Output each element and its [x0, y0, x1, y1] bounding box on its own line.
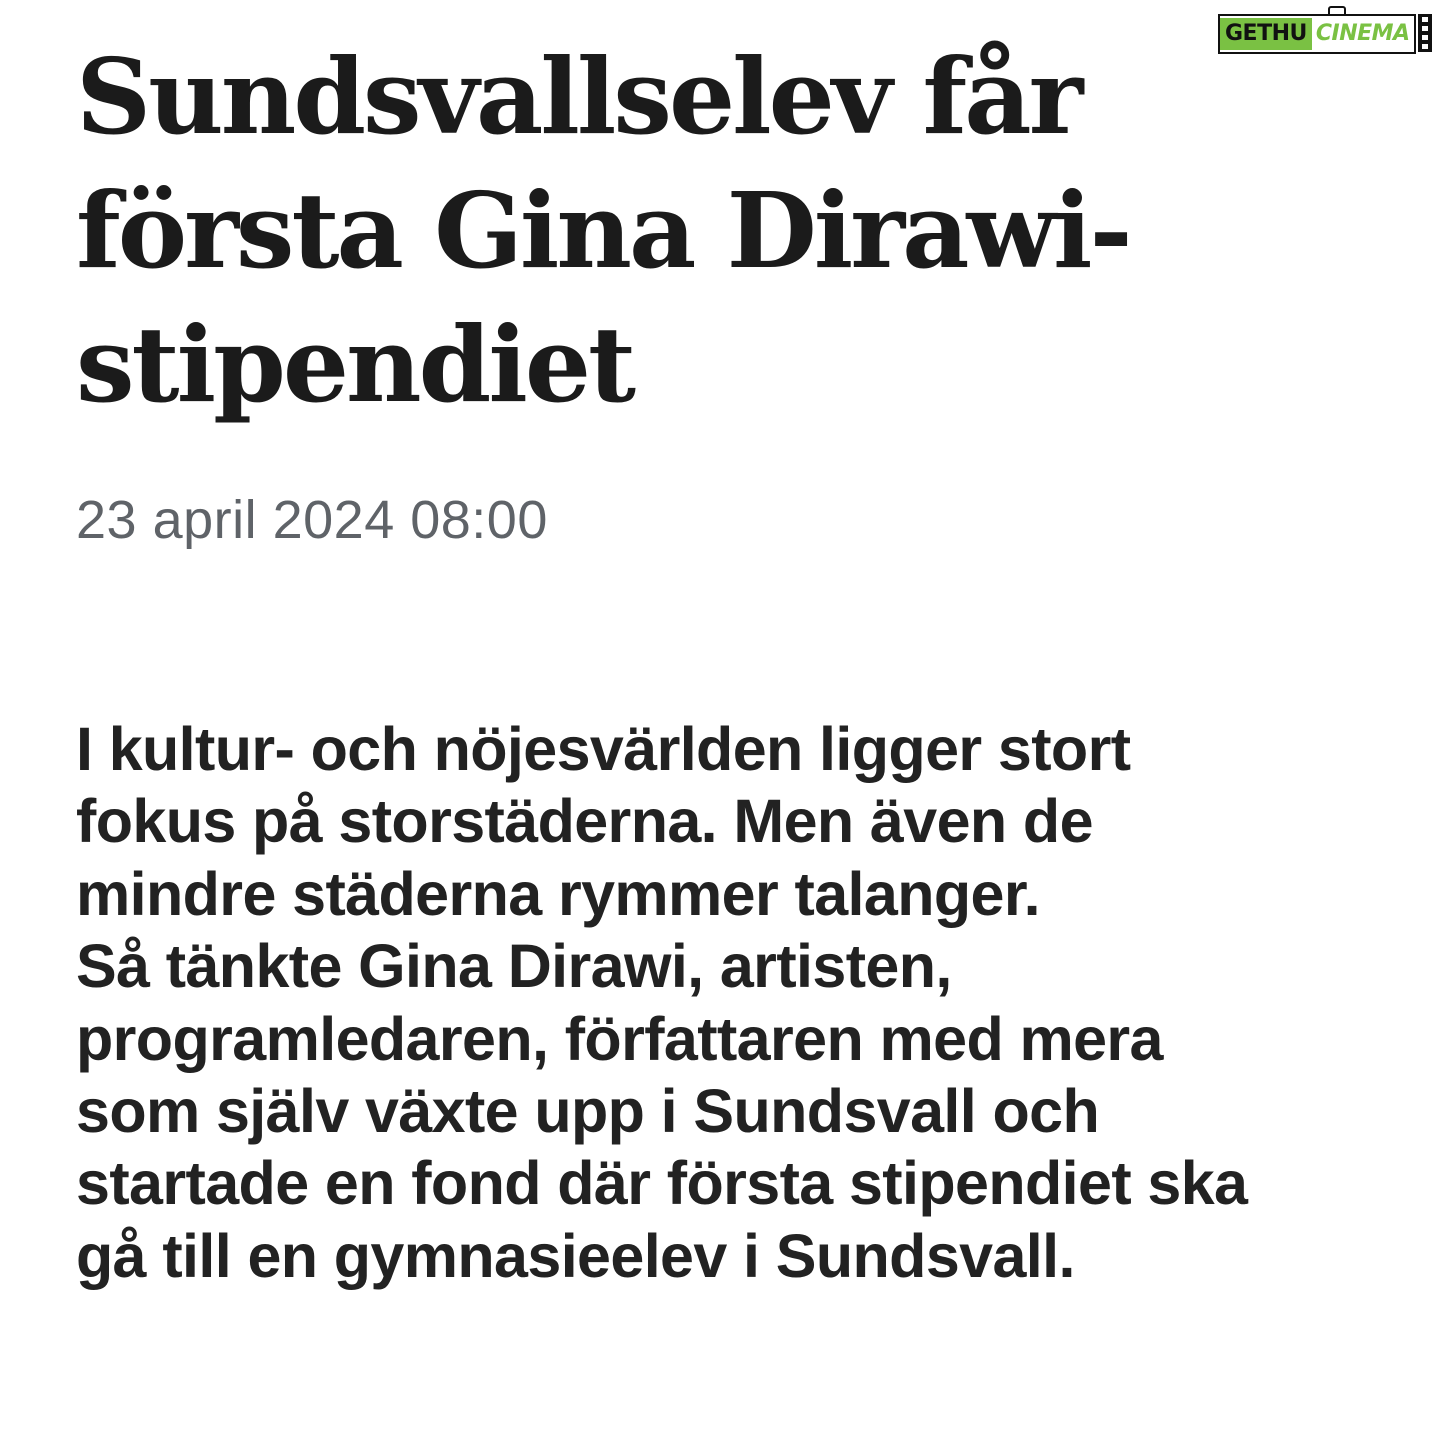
lead-line: programledaren, författaren med mera — [76, 1004, 1163, 1073]
lead-line: som själv växte upp i Sundsvall och — [76, 1077, 1100, 1146]
watermark-text-left: GETHU — [1220, 18, 1312, 50]
article-headline — [76, 30, 1276, 432]
film-strip-icon — [1418, 14, 1432, 52]
article-dateline: 23 april 2024 08:00 — [76, 490, 548, 550]
watermark-text-right: CINEMA — [1315, 21, 1410, 46]
article-lead — [76, 713, 1416, 1292]
lead-line: fokus på storstäderna. Men även de — [76, 787, 1093, 856]
lead-line: mindre städerna rymmer talanger. — [76, 859, 1040, 928]
headline-line: Sundsvallselev får — [76, 35, 1081, 158]
lead-line: startade en fond där första stipendiet ska — [76, 1149, 1248, 1218]
headline-line: stipendiet — [76, 303, 634, 426]
lead-line: I kultur- och nöjesvärlden ligger stort — [76, 715, 1131, 783]
lead-line: gå till en gymnasieelev i Sundsvall. — [76, 1221, 1075, 1290]
lead-line: Så tänkte Gina Dirawi, artisten, — [76, 932, 952, 1001]
headline-line: första Gina Dirawi- — [76, 169, 1130, 292]
